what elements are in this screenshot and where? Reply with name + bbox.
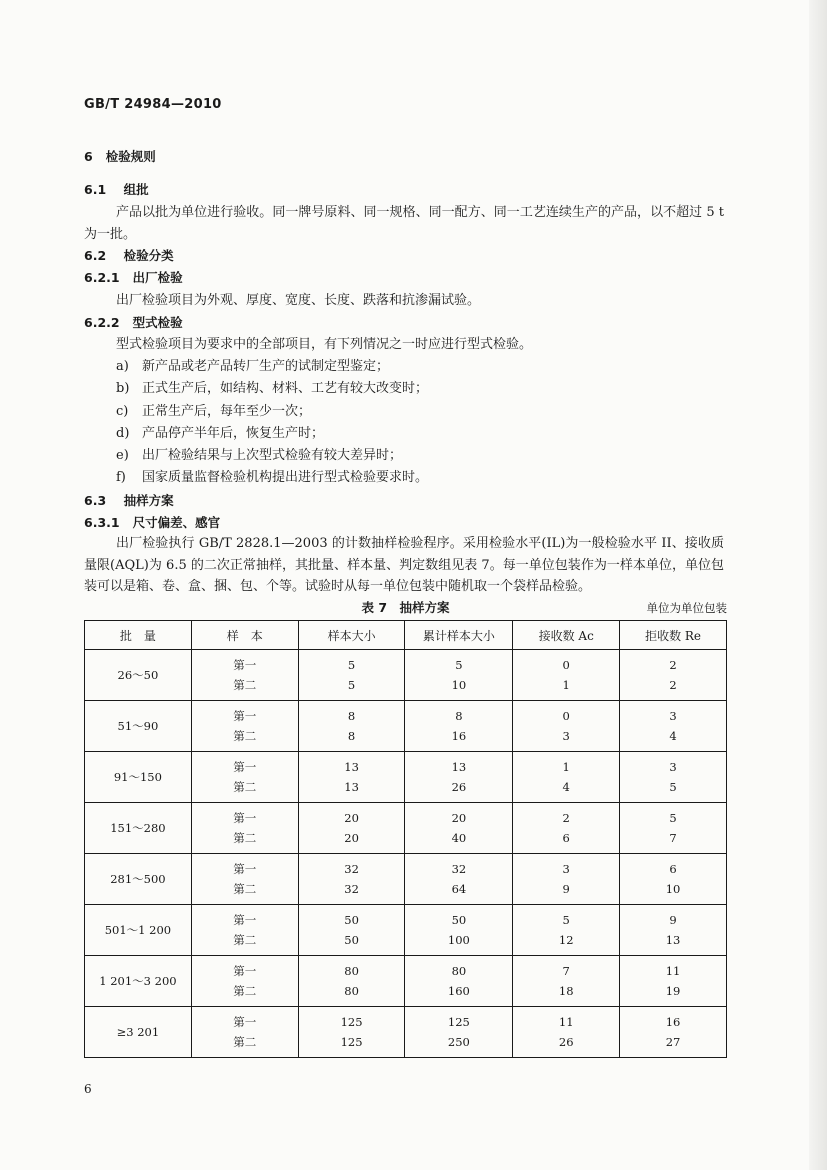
table-row	[85, 956, 727, 1007]
heading-6-1-title: 组批	[123, 182, 149, 197]
list-mark: f)	[116, 470, 126, 485]
batch-cell: 51～90	[85, 701, 192, 752]
sample-value: 第二	[233, 780, 257, 794]
col-header-sample-size: 样本大小	[298, 621, 405, 650]
sample-value: 第一	[233, 709, 257, 723]
re-value: 3	[669, 709, 677, 723]
list-item-d	[116, 425, 324, 443]
size-cell	[298, 854, 405, 905]
size-value: 50	[344, 913, 359, 927]
cum-cell	[405, 650, 513, 701]
table-caption-row	[84, 598, 727, 616]
heading-6-1-num: 6.1	[84, 182, 107, 197]
paragraph-6-1: 产品以批为单位进行验收。同一牌号原料、同一规格、同一配方、同一工艺连续生产的产品，以不超过 5 t 为一批。	[84, 205, 724, 242]
re-value: 6	[669, 862, 677, 876]
standard-number: GB/T 24984—2010	[84, 97, 222, 112]
heading-6-3-1	[84, 514, 220, 532]
list-mark: d)	[116, 426, 130, 441]
cum-cell	[405, 1007, 513, 1058]
table-row	[85, 905, 727, 956]
cum-value: 16	[451, 729, 467, 743]
cum-value: 20	[451, 811, 467, 825]
col-header-batch: 批 量	[85, 621, 192, 650]
heading-6-2-num: 6.2	[84, 248, 107, 263]
cum-cell	[405, 803, 513, 854]
size-value: 50	[344, 933, 359, 947]
size-value: 13	[344, 780, 359, 794]
re-cell	[620, 803, 727, 854]
size-value: 125	[340, 1015, 363, 1029]
table-row	[85, 701, 727, 752]
cum-value: 26	[451, 780, 467, 794]
ac-cell	[513, 956, 620, 1007]
ac-value: 12	[558, 933, 574, 947]
table-unit-note: 单位为单位包装	[646, 601, 727, 615]
size-cell	[298, 956, 405, 1007]
cum-value: 5	[455, 658, 463, 672]
col-header-reject: 拒收数 Re	[620, 621, 727, 650]
ac-cell	[513, 701, 620, 752]
list-text: 正常生产后，每年至少一次；	[142, 404, 312, 419]
heading-6-3-num: 6.3	[84, 493, 107, 508]
list-item-e	[116, 447, 402, 465]
cum-value: 80	[451, 964, 467, 978]
size-value: 8	[347, 729, 356, 743]
list-text: 新产品或老产品转厂生产的试制定型鉴定；	[142, 359, 390, 374]
re-value: 5	[669, 811, 677, 825]
size-cell	[298, 650, 405, 701]
col-header-sample: 样 本	[191, 621, 298, 650]
cum-value: 160	[447, 984, 470, 998]
sample-cell	[191, 854, 298, 905]
re-cell	[620, 854, 727, 905]
heading-6-3-1-title: 尺寸偏差、感官	[132, 515, 221, 530]
list-item-f	[116, 469, 428, 487]
sample-cell	[191, 752, 298, 803]
re-value: 4	[669, 729, 677, 743]
ac-value: 11	[558, 1015, 574, 1029]
size-value: 13	[344, 760, 359, 774]
heading-6-2-1	[84, 269, 183, 287]
heading-6-title: 检验规则	[105, 149, 156, 164]
heading-6-3-title: 抽样方案	[123, 493, 174, 508]
sample-value: 第一	[233, 811, 257, 825]
ac-value: 1	[562, 760, 570, 774]
cum-value: 50	[451, 913, 467, 927]
size-value: 125	[340, 1035, 363, 1049]
cum-cell	[405, 752, 513, 803]
heading-6-2-2-num: 6.2.2	[84, 315, 120, 330]
table-row	[85, 650, 727, 701]
size-value: 80	[344, 964, 359, 978]
batch-cell: ≥3 201	[85, 1007, 192, 1058]
ac-value: 3	[562, 729, 570, 743]
sample-cell	[191, 701, 298, 752]
size-value: 5	[347, 678, 356, 692]
table-row	[85, 803, 727, 854]
list-item-c	[116, 403, 311, 421]
cum-cell	[405, 956, 513, 1007]
sample-cell	[191, 803, 298, 854]
list-text: 出厂检验结果与上次型式检验有较大差异时；	[142, 448, 403, 463]
list-mark: b)	[116, 381, 130, 396]
table-row	[85, 1007, 727, 1058]
re-value: 10	[665, 882, 681, 896]
ac-value: 2	[562, 811, 570, 825]
re-cell	[620, 752, 727, 803]
ac-cell	[513, 803, 620, 854]
heading-6-2	[84, 247, 174, 265]
heading-6-2-2	[84, 314, 183, 332]
page-edge-shading	[809, 0, 827, 1170]
sample-value: 第一	[233, 913, 257, 927]
sample-value: 第一	[233, 760, 257, 774]
ac-value: 5	[562, 913, 570, 927]
re-value: 16	[665, 1015, 681, 1029]
batch-cell: 501～1 200	[85, 905, 192, 956]
sample-cell	[191, 956, 298, 1007]
sample-value: 第二	[233, 933, 257, 947]
cum-value: 64	[451, 882, 467, 896]
heading-6-3	[84, 492, 174, 510]
size-cell	[298, 701, 405, 752]
table-header-row	[85, 621, 727, 650]
heading-6-3-1-num: 6.3.1	[84, 515, 120, 530]
re-value: 2	[669, 658, 677, 672]
size-value: 32	[344, 882, 359, 896]
re-value: 7	[669, 831, 677, 845]
re-value: 13	[665, 933, 681, 947]
table-caption: 表 7 抽样方案	[361, 600, 450, 615]
sample-value: 第二	[233, 984, 257, 998]
size-value: 20	[344, 831, 359, 845]
list-text: 国家质量监督检验机构提出进行型式检验要求时。	[142, 470, 429, 485]
cum-value: 8	[455, 709, 463, 723]
size-cell	[298, 803, 405, 854]
list-mark: c)	[116, 404, 129, 419]
list-text: 产品停产半年后，恢复生产时；	[142, 426, 325, 441]
ac-value: 26	[558, 1035, 574, 1049]
cum-value: 32	[451, 862, 467, 876]
ac-value: 1	[562, 678, 570, 692]
sample-value: 第一	[233, 862, 257, 876]
cum-value: 250	[447, 1035, 470, 1049]
re-value: 2	[669, 678, 677, 692]
re-value: 9	[669, 913, 677, 927]
ac-cell	[513, 905, 620, 956]
col-header-accept: 接收数 Ac	[513, 621, 620, 650]
size-value: 8	[347, 709, 356, 723]
size-value: 20	[344, 811, 359, 825]
sample-value: 第二	[233, 1035, 257, 1049]
batch-cell: 151～280	[85, 803, 192, 854]
heading-6	[84, 148, 156, 166]
cum-cell	[405, 905, 513, 956]
cum-value: 40	[451, 831, 467, 845]
ac-value: 6	[562, 831, 570, 845]
sample-value: 第一	[233, 964, 257, 978]
re-cell	[620, 956, 727, 1007]
paragraph-6-2-2: 型式检验项目为要求中的全部项目，有下列情况之一时应进行型式检验。	[116, 337, 533, 352]
size-value: 32	[344, 862, 359, 876]
page-number: 6	[84, 1082, 92, 1096]
batch-cell: 281～500	[85, 854, 192, 905]
sample-cell	[191, 1007, 298, 1058]
list-item-a	[116, 358, 389, 376]
ac-cell	[513, 854, 620, 905]
ac-value: 0	[562, 658, 570, 672]
batch-cell: 91～150	[85, 752, 192, 803]
ac-value: 0	[562, 709, 570, 723]
heading-6-2-2-title: 型式检验	[132, 315, 183, 330]
size-cell	[298, 905, 405, 956]
cum-cell	[405, 854, 513, 905]
heading-6-2-1-title: 出厂检验	[132, 270, 183, 285]
sample-value: 第一	[233, 658, 257, 672]
cum-value: 100	[447, 933, 470, 947]
size-cell	[298, 752, 405, 803]
cum-value: 10	[451, 678, 467, 692]
table-row	[85, 854, 727, 905]
table-row	[85, 752, 727, 803]
size-value: 80	[344, 984, 359, 998]
sample-value: 第一	[233, 1015, 257, 1029]
re-cell	[620, 1007, 727, 1058]
sampling-plan-table	[84, 620, 727, 1058]
sample-cell	[191, 905, 298, 956]
col-header-cumulative-size: 累计样本大小	[405, 621, 513, 650]
ac-cell	[513, 1007, 620, 1058]
sample-value: 第二	[233, 678, 257, 692]
ac-value: 3	[562, 862, 570, 876]
heading-6-num: 6	[84, 149, 93, 164]
re-value: 5	[669, 780, 677, 794]
cum-value: 13	[451, 760, 467, 774]
paragraph-6-3-1: 出厂检验执行 GB/T 2828.1—2003 的计数抽样检验程序。采用检验水平(IL)为一般检验水平 II、接收质量限(AQL)为 6.5 的二次正常抽样，其批量、样本量、判定数组见表 7。每一单位包装作为一样本单位，单位包装可以是箱、卷、盒、捆、包、个等。试验时从每一单位包装中随机取一个袋样品检验。	[84, 536, 724, 594]
re-value: 27	[665, 1035, 681, 1049]
ac-value: 7	[562, 964, 570, 978]
ac-cell	[513, 752, 620, 803]
list-text: 正式生产后，如结构、材料、工艺有较大改变时；	[142, 381, 429, 396]
heading-6-2-title: 检验分类	[123, 248, 174, 263]
re-cell	[620, 701, 727, 752]
re-cell	[620, 650, 727, 701]
sample-value: 第二	[233, 729, 257, 743]
list-mark: a)	[116, 359, 129, 374]
size-value: 5	[347, 658, 356, 672]
ac-value: 9	[562, 882, 570, 896]
batch-cell: 26～50	[85, 650, 192, 701]
sample-value: 第二	[233, 831, 257, 845]
batch-cell: 1 201～3 200	[85, 956, 192, 1007]
ac-value: 4	[562, 780, 570, 794]
sample-value: 第二	[233, 882, 257, 896]
re-cell	[620, 905, 727, 956]
sample-cell	[191, 650, 298, 701]
ac-cell	[513, 650, 620, 701]
heading-6-2-1-num: 6.2.1	[84, 270, 120, 285]
list-mark: e)	[116, 448, 129, 463]
ac-value: 18	[558, 984, 574, 998]
heading-6-1	[84, 181, 149, 199]
cum-value: 125	[447, 1015, 470, 1029]
paragraph-6-2-1: 出厂检验项目为外观、厚度、宽度、长度、跌落和抗渗漏试验。	[116, 293, 481, 308]
list-item-b	[116, 380, 428, 398]
cum-cell	[405, 701, 513, 752]
re-value: 11	[665, 964, 681, 978]
re-value: 3	[669, 760, 677, 774]
size-cell	[298, 1007, 405, 1058]
re-value: 19	[665, 984, 681, 998]
